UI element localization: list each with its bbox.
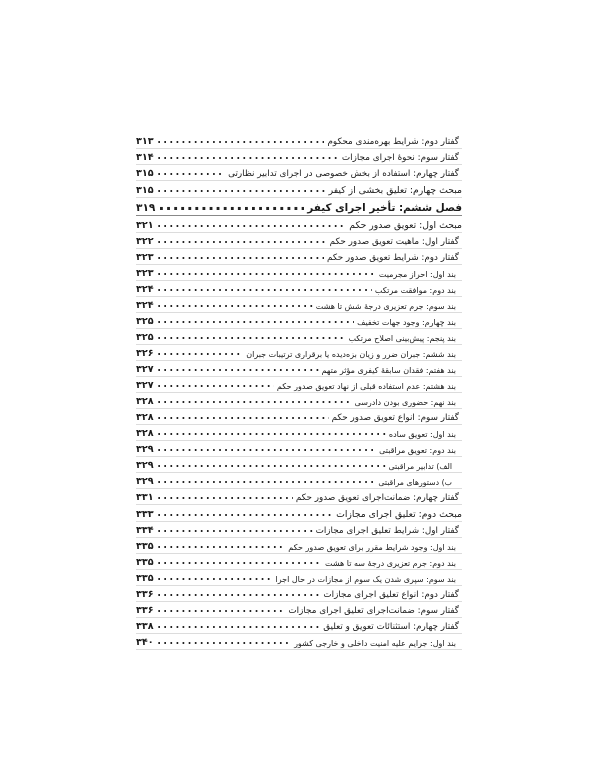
entry-title: مبحث چهارم: تعلیق بخشی از کیفر [328,185,462,196]
page-number: ۳۳۴ [136,525,154,536]
page-number: ۳۳۶ [136,589,154,600]
entry-title: گفتار چهارم: ضمانت‌اجرای تعویق صدور حکم [295,493,459,503]
page-number: ۳۲۴ [136,300,154,311]
page-number: ۳۲۲ [136,236,154,247]
entry-title: گفتار سوم: نحوۀ اجرای مجازات [341,153,459,163]
page-number: ۳۲۳ [136,252,154,263]
entry-title: بند اول: احراز مجرمیت [378,270,456,279]
page-number: ۳۳۱ [136,492,154,503]
entry-title: فصل ششم: تأخیر اجرای کیفر [307,202,462,214]
page-number: ۳۱۳ [136,136,154,147]
page-number: ۳۱۴ [136,152,154,163]
page-number: ۳۱۹ [136,202,156,214]
page-number: ۳۳۵ [136,573,154,584]
page-number: ۳۱۵ [136,168,154,179]
page-number: ۳۲۴ [136,284,154,295]
entry-title: بند دوم: تعویق مراقبتی [379,446,456,455]
page-number: ۳۳۸ [136,621,154,632]
page-number: ۳۲۵ [136,332,154,343]
page-number: ۳۲۷ [136,380,154,391]
entry-title: گفتار اول: شرایط تعلیق اجرای مجازات [315,526,459,536]
page-number: ۳۳۵ [136,541,154,552]
entry-title: بند نهم: حضوری بودن دادرسی [354,398,456,407]
entry-title: مبحث دوم: تعلیق اجرای مجازات [336,509,462,520]
page-number: ۳۲۷ [136,364,154,375]
page-number: ۳۲۸ [136,412,154,423]
entry-title: الف) تدابیر مراقبتی [388,462,452,471]
dot-leader [157,629,291,649]
entry-title: بند دوم: موافقت مرتکب [374,286,456,295]
table-of-contents [136,133,462,650]
page-number: ۳۲۹ [136,460,154,471]
entry-title: بند سوم: سپری شدن یک سوم از مجازات در حال اجرا [275,575,456,584]
page-number: ۳۲۹ [136,444,154,455]
page-number: ۳۲۶ [136,348,154,359]
entry-title: گفتار سوم: ضمانت‌اجرای تعلیق اجرای مجازات [288,606,459,616]
page-number: ۳۲۸ [136,396,154,407]
toc-entry [136,634,462,650]
page-number: ۳۲۵ [136,316,154,327]
entry-title: گفتار دوم: شرایط بهره‌مندی محکوم [327,137,459,147]
entry-title: گفتار دوم: انواع تعلیق اجرای مجازات [323,590,459,600]
entry-title: بند چهارم: وجود جهات تخفیف [357,318,456,327]
page-number: ۳۴۰ [136,637,154,648]
entry-title: بند هفتم: فقدان سابقۀ کیفری مؤثر متهم [321,366,456,375]
entry-title: بند اول: جرایم علیه امنیت داخلی و خارجی کشور [294,639,456,648]
page-number: ۳۲۸ [136,428,154,439]
entry-title: گفتار چهارم: استفاده از بخش خصوصی در اجرای تدابیر نظارتی [228,169,459,179]
page-number: ۳۳۵ [136,557,154,568]
page-number: ۳۲۱ [136,220,154,231]
entry-title: بند سوم: جرم تعزیری درجۀ شش تا هشت [315,302,456,311]
dot-leader [157,177,326,197]
entry-title: بند اول: وجود شرایط مقرر برای تعویق صدور حکم [288,543,456,552]
entry-title: گفتار سوم: انواع تعویق صدور حکم [331,413,459,423]
page-number: ۳۳۳ [136,509,154,520]
entry-title: بند دوم: جرم تعزیری درجۀ سه تا هشت [325,559,456,568]
page-number: ۳۱۵ [136,185,154,196]
entry-title: گفتار چهارم: استثنائات تعویق و تعلیق [323,622,459,632]
entry-title: ب) دستورهای مراقبتی [378,478,452,487]
page-number: ۳۳۶ [136,605,154,616]
entry-title: بند پنجم: پیش‌بینی اصلاح مرتکب [348,334,456,343]
entry-title: گفتار دوم: شرایط تعویق صدور حکم [326,253,459,263]
page-number: ۳۲۹ [136,476,154,487]
entry-title: گفتار اول: ماهیت تعویق صدور حکم [329,237,459,247]
page-number: ۳۲۳ [136,268,154,279]
entry-title: مبحث اول: تعویق صدور حکم [349,220,462,231]
entry-title: بند هشتم: عدم استفاده قبلی از نهاد تعویق صدور حکم [276,382,456,391]
entry-title: بند ششم: جبران ضرر و زیان بزه‌دیده یا برقراری ترتیبات جبران [246,350,456,359]
entry-title: بند اول: تعویق ساده [388,430,456,439]
